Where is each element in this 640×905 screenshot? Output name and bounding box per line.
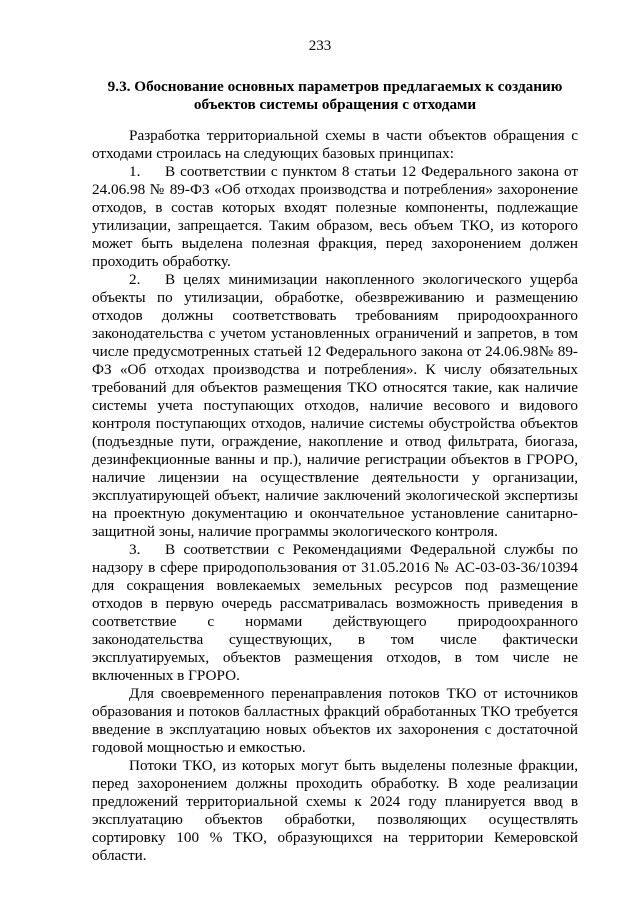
paragraph-text: В соответствии с Рекомендациями Федеральной службы по надзору в сфере природопользования от 31.05.2016 № АС-03-03-36/10394 для сокращения вовлекаемых земельных ресурсов под размещение отходов в первую очередь рассматривалась возможность приведения в соответствие с нормами действующего природоохранного законодательства существующих, в том числе фактически эксплуатируемых, объектов размещения отходов, в том числе не включенных в ГРОРО. [92,541,578,684]
paragraph-text: Разработка территориальной схемы в части объектов обращения с отходами строилась на следующих базовых принципах: [92,127,578,162]
paragraph-text: Для своевременного перенаправления потоков ТКО от источников образования и потоков балластных фракций обработанных ТКО требуется введение в эксплуатацию новых объектов их захоронения с достаточной годовой мощностью и емкостью. [92,685,578,756]
list-number: 1. [129,163,141,180]
paragraph-principle-2 [92,271,578,541]
paragraph-principle-3 [92,541,578,685]
section-heading-line-1: 9.3. Обоснование основных параметров предлагаемых к созданию [107,78,563,95]
list-number: 3. [129,541,141,558]
list-number: 2. [129,271,141,288]
body-text [92,127,578,865]
paragraph-text: В соответствии с пунктом 8 статьи 12 Федерального закона от 24.06.98 № 89-ФЗ «Об отходах производства и потребления» захоронение отходов, в состав которых входят полезные компоненты, подлежащие утилизации, запрещается. Таким образом, весь объем ТКО, из которого может быть выделена полезная фракция, перед захоронением должен проходить обработку. [92,163,578,270]
paragraph-intro [92,127,578,163]
paragraph-processing [92,757,578,865]
paragraph-new-facilities [92,685,578,757]
paragraph-text: В целях минимизации накопленного экологического ущерба объекты по утилизации, обработке, обезвреживанию и размещению отходов должны соответствовать требованиям природоохранного законодательства с учетом установленных ограничений и запретов, в том числе предусмотренных статьей 12 Федерального закона от 24.06.98№ 89-ФЗ «Об отходах производства и потребления». К числу обязательных требований для объектов размещения ТКО относятся такие, как наличие системы учета поступающих отходов, наличие весового и видового контроля поступающих отходов, наличие системы обустройства объектов (подъездные пути, ограждение, накопление и отвод фильтрата, биогаза, дезинфекционные ванны и пр.), наличие регистрации объектов в ГРОРО, наличие лицензии на осуществление деятельности у организации, эксплуатирующей объект, наличие заключений экологической экспертизы на проектную документацию и окончательное установление санитарно-защитной зоны, наличие программы экологического контроля. [92,271,578,540]
section-heading [92,78,578,113]
section-heading-line-2: объектов системы обращения с отходами [193,95,477,113]
paragraph-principle-1 [92,163,578,271]
paragraph-text: Потоки ТКО, из которых могут быть выделены полезные фракции, перед захоронением должны проходить обработку. В ходе реализации предложений территориальной схемы к 2024 году планируется ввод в эксплуатацию объектов обработки, позволяющих осуществлять сортировку 100 % ТКО, образующихся на территории Кемеровской области. [92,757,578,864]
page-number: 233 [308,38,332,54]
